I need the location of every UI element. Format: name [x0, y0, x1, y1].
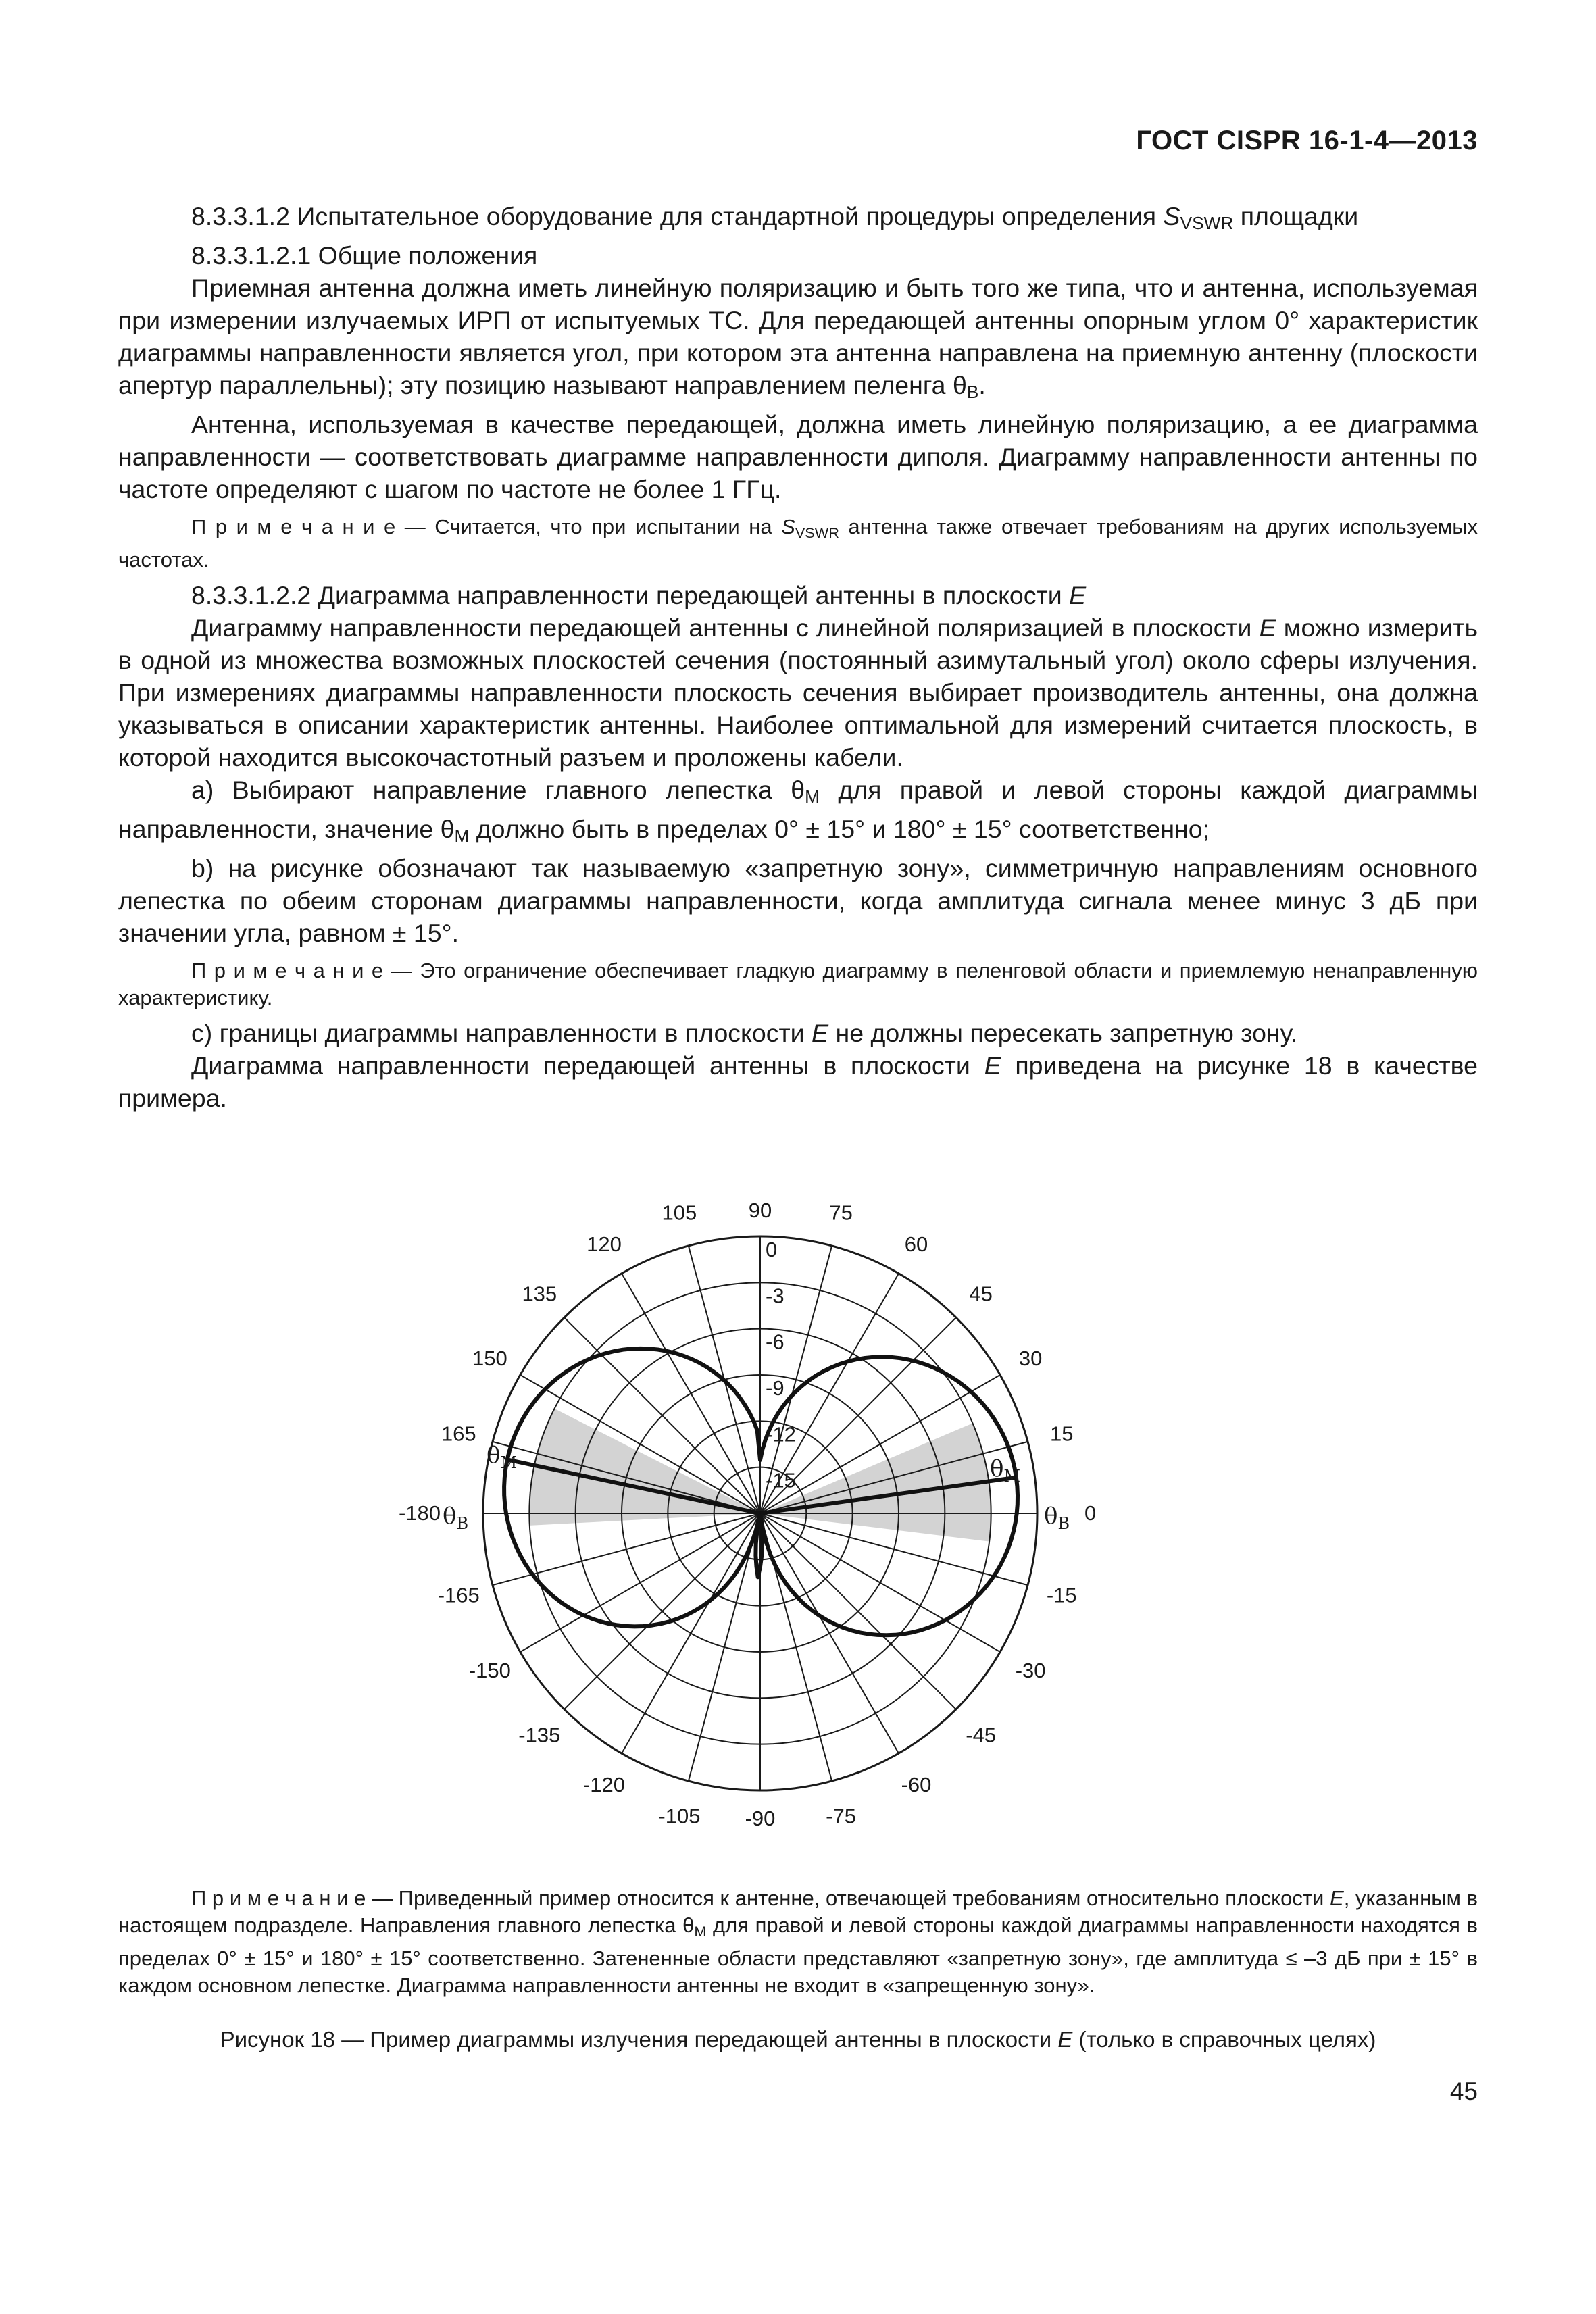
theta-b-left-label: $\theta_B$ [443, 1503, 469, 1533]
note-1: П р и м е ч а н и е — Считается, что при испытании на $S_{VSWR}$ антенна также отвечает требованиям на других используемых частотах. [118, 515, 1478, 572]
theta-m-left-label-sub: M [500, 1453, 518, 1472]
theta-m-right-label: $\theta_M$ [990, 1455, 1021, 1486]
angle-label-45: 45 [969, 1282, 993, 1306]
theta-m-left-label: $\theta_M$ [487, 1442, 518, 1472]
radial-label--3: -3 [766, 1284, 784, 1308]
radial-labels [766, 1238, 796, 1492]
figure-18 [0, 1118, 1596, 1830]
angle-label-30: 30 [1018, 1347, 1043, 1370]
theta-m-right-label-sub: M [1003, 1467, 1021, 1486]
paragraph-e-plane: Диаграмму направленности передающей антенны с линейной поляризацией в плоскости E можно измерить в одной из множества возможных плоскостей сечения (постоянный азимутальный угол) около сферы излучения. При измерениях диаграммы направленности плоскость сечения выбирает производитель антенны, она должна указываться в описании характеристик антенны. Наиболее оптимальной для измерений считается плоскость, в которой находится высокочастотный разъем и проложены кабели. [118, 613, 1478, 772]
angle-label-105: 105 [662, 1201, 697, 1225]
note-2: П р и м е ч а н и е — Это ограничение обеспечивает гладкую диаграмму в пеленговой области и приемлемую ненаправленную характеристику. [118, 959, 1478, 1009]
spoke--120 [622, 1513, 760, 1753]
theta-b-left-label-sub: B [456, 1514, 469, 1533]
angle-label-90: 90 [748, 1199, 772, 1222]
section-heading-8-3-3-1-2: 8.3.3.1.2 Испытательное оборудование для стандартной процедуры определения $S_{VSWR}$ площадки [191, 202, 1359, 233]
angle-label--120: -120 [582, 1773, 626, 1797]
angle-label-165: 165 [441, 1422, 476, 1446]
theta-b-right-label: $\theta_B$ [1044, 1503, 1070, 1533]
angle-label--135: -135 [518, 1723, 561, 1747]
angle-label--165: -165 [437, 1583, 480, 1607]
angle-label-0: 0 [1084, 1501, 1097, 1525]
angle-label--30: -30 [1015, 1659, 1046, 1682]
theta-b-right-label-sub: B [1057, 1514, 1070, 1533]
radial-label--6: -6 [766, 1330, 784, 1354]
standard-header: ГОСТ CISPR 16-1-4—2013 [1136, 126, 1478, 155]
paragraph-transmit-antenna: Антенна, используемая в качестве передающей, должна иметь линейную поляризацию, а ее диаграмма направленности — соответствовать диаграмме направленности диполя. Диаграмму направленности антенны по частоте определяют с шагом по частоте не более 1 ГГц. [118, 410, 1478, 503]
list-item-b: b) на рисунке обозначают так называемую «запретную зону», симметричную направлениям основного лепестка по обеим сторонам диаграммы направленности, когда амплитуда сигнала менее минус 3 дБ при значении угла, равном ± 15°. [118, 854, 1478, 947]
angle-label--60: -60 [901, 1773, 932, 1797]
angle-label--180: -180 [398, 1501, 441, 1525]
radial-label--12: -12 [766, 1422, 796, 1447]
figure-caption: Рисунок 18 — Пример диаграммы излучения передающей антенны в плоскости E (только в справочных целях) [220, 2027, 1376, 2052]
angle-label--105: -105 [658, 1804, 701, 1828]
angle-label-75: 75 [829, 1201, 853, 1225]
body-text [118, 200, 1478, 1114]
section-heading-8-3-3-1-2-2: 8.3.3.1.2.2 Диаграмма направленности передающей антенны в плоскости E [191, 581, 1087, 609]
angle-label--150: -150 [468, 1659, 511, 1682]
spoke--45 [760, 1513, 956, 1709]
paragraph-receive-antenna: Приемная антенна должна иметь линейную поляризацию и быть того же типа, что и антенна, используемая при измерении излучаемых ИРП от испытуемых ТС. Для передающей антенны опорным углом 0° характеристик диаграммы направленности является угол, при котором эта антенна направлена на приемную антенну (плоскости апертур параллельны); эту позицию называют направлением пеленга $\theta_B$. [118, 274, 1478, 402]
angle-label--75: -75 [826, 1804, 856, 1828]
section-heading-8-3-3-1-2-1: 8.3.3.1.2.1 Общие положения [191, 241, 538, 270]
figure-note: П р и м е ч а н и е — Приведенный пример относится к антенне, отвечающей требованиям относительно плоскости E, указанным в настоящем подразделе. Направления главного лепестка $\theta_M$ для правой и левой стороны каждой диаграммы направленности находятся в пределах 0° ± 15° и 180° ± 15° соответственно. Затененные области представляют «запретную зону», где амплитуда ≤ –3 дБ при ± 15° в каждом основном лепестке. Диаграмма направленности антенны не входит в «запрещенную зону». [118, 1886, 1478, 1997]
radial-label--15: -15 [766, 1468, 796, 1492]
list-item-a: a) Выбирают направление главного лепестка $\theta_M$ для правой и левой стороны каждой диаграммы направленности, значение $\theta_M$ должно быть в пределах 0° ± 15° и 180° ± 15° соответственно; [118, 776, 1478, 846]
paragraph-figure-reference: Диаграмма направленности передающей антенны в плоскости E приведена на рисунке 18 в качестве примера. [118, 1051, 1478, 1112]
angle-label--15: -15 [1046, 1583, 1077, 1607]
spoke--150 [520, 1513, 760, 1652]
angle-label--90: -90 [745, 1807, 776, 1830]
list-item-c: c) границы диаграммы направленности в плоскости E не должны пересекать запретную зону. [191, 1019, 1298, 1047]
angle-label--45: -45 [966, 1723, 997, 1747]
angle-label-150: 150 [472, 1347, 507, 1370]
radial-label-0: 0 [766, 1238, 778, 1261]
page-number: 45 [1449, 2078, 1478, 2105]
polar-chart [0, 1118, 1596, 1830]
radial-label--9: -9 [766, 1376, 784, 1400]
angle-label-60: 60 [904, 1232, 928, 1256]
angle-label-135: 135 [522, 1282, 557, 1306]
angle-label-120: 120 [587, 1232, 622, 1256]
spoke--135 [564, 1513, 760, 1709]
angle-label-15: 15 [1050, 1422, 1074, 1446]
